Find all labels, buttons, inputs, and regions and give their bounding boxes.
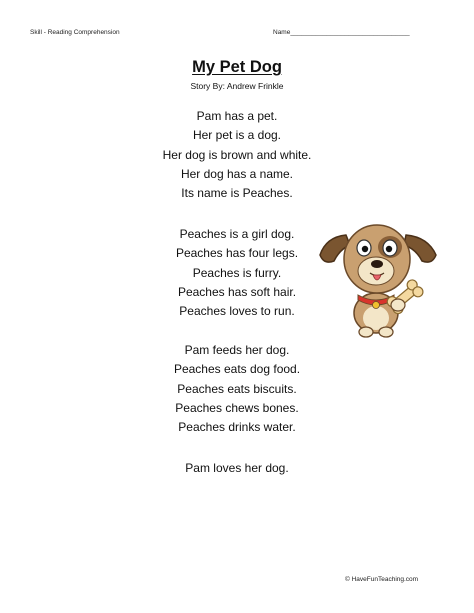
skill-label: Skill - Reading Comprehension: [30, 29, 120, 36]
story-line: Its name is Peaches.: [181, 186, 293, 201]
story-line: Her dog has a name.: [180, 166, 294, 181]
story-line: Peaches loves to run.: [179, 304, 295, 319]
story-line: Peaches has four legs.: [175, 246, 299, 261]
story-title: My Pet Dog: [192, 58, 282, 76]
stanza-4: [0, 459, 474, 478]
story-byline: Story By: Andrew Frinkle: [190, 81, 284, 91]
story-line: Pam has a pet.: [196, 109, 278, 123]
story-line: Her pet is a dog.: [192, 128, 282, 143]
story-line: Pam loves her dog.: [185, 461, 289, 475]
story-line: Peaches is furry.: [192, 265, 282, 280]
dog-with-bone-icon: [316, 215, 442, 343]
story-line: Pam feeds her dog.: [184, 343, 290, 357]
stanza-1: [0, 107, 474, 203]
stanza-3: [0, 341, 474, 437]
story-line: Her dog is brown and white.: [162, 147, 312, 162]
story-line: Peaches eats biscuits.: [177, 381, 297, 396]
copyright-footer: © HaveFunTeaching.com: [345, 576, 419, 583]
story-line: Peaches drinks water.: [178, 420, 296, 435]
story-line: Peaches chews bones.: [175, 400, 299, 415]
story-line: Peaches is a girl dog.: [179, 227, 295, 241]
name-field-label: Name_________________________________: [273, 29, 410, 36]
story-line: Peaches eats dog food.: [173, 362, 301, 377]
story-line: Peaches has soft hair.: [177, 284, 297, 299]
